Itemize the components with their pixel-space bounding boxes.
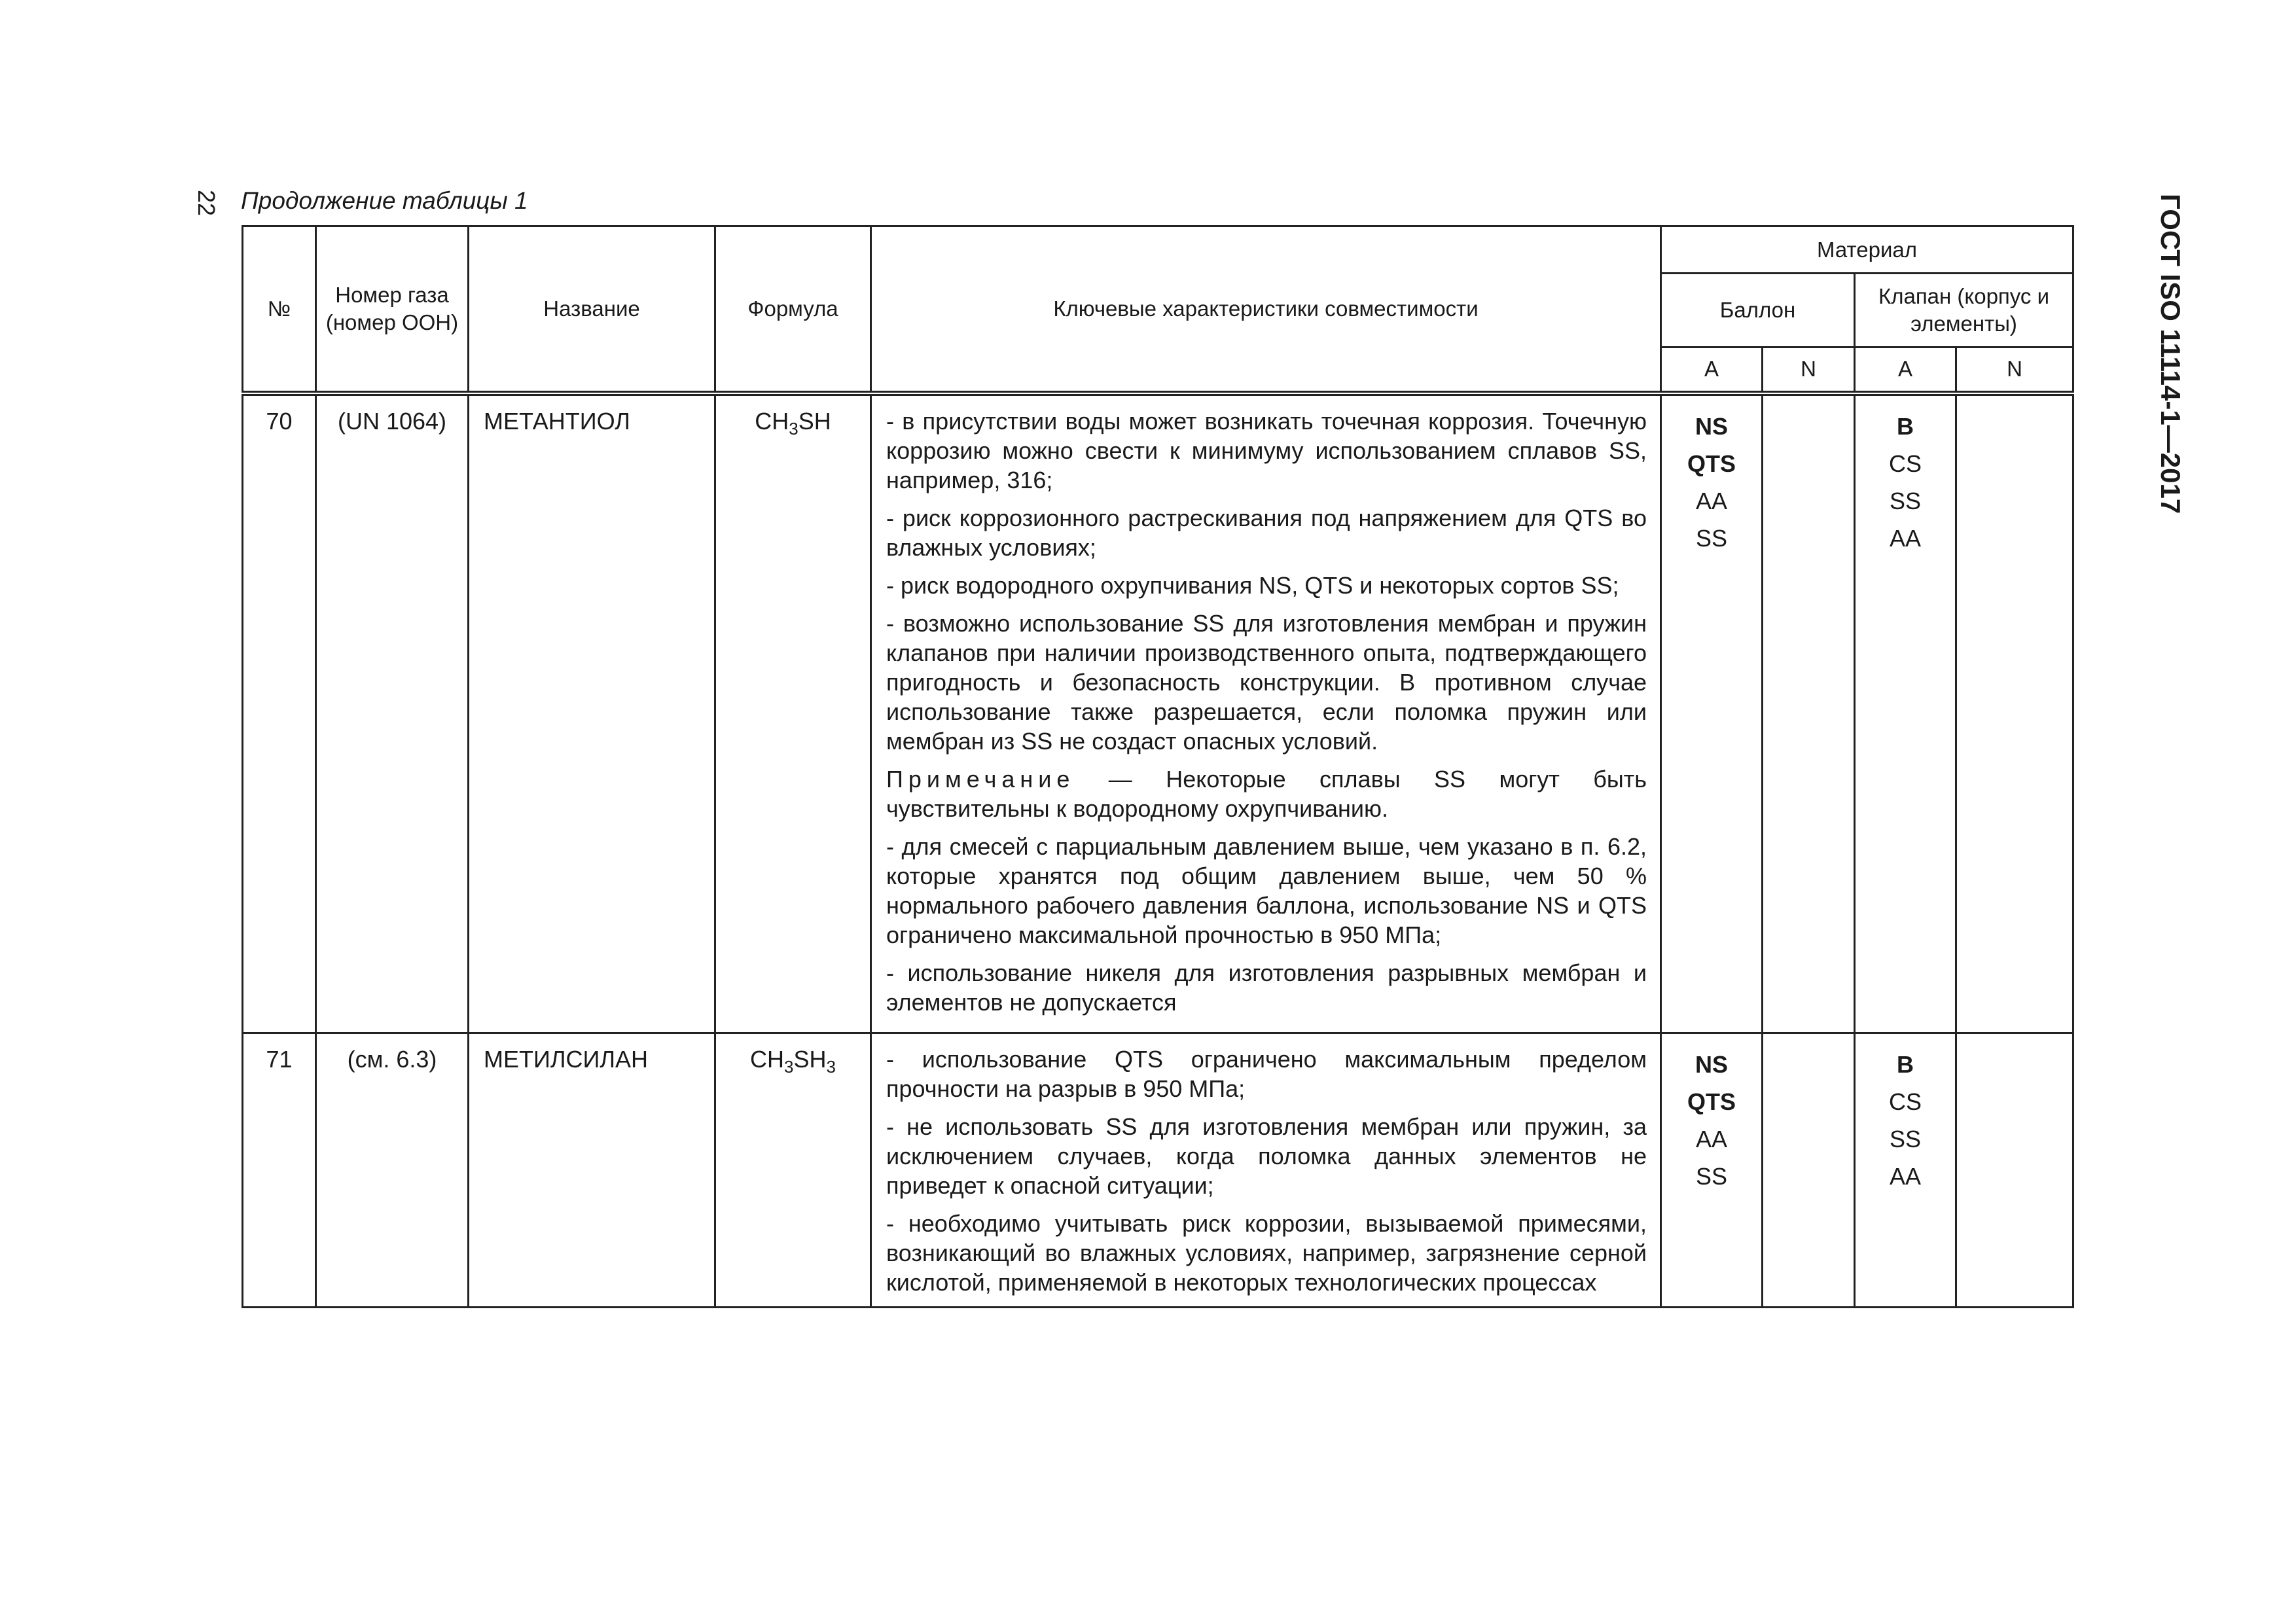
material-code: QTS bbox=[1687, 450, 1736, 477]
table-row bbox=[243, 393, 2073, 1033]
material-code: NS bbox=[1695, 412, 1728, 440]
row-characteristics bbox=[871, 393, 1661, 1033]
material-code: QTS bbox=[1687, 1088, 1736, 1115]
characteristic-note bbox=[886, 764, 1647, 823]
material-code: CS bbox=[1888, 1088, 1922, 1115]
material-code: CS bbox=[1888, 450, 1922, 477]
characteristic-item: - использование никеля для изготовления разрывных мембран и элементов не допускается bbox=[886, 959, 1647, 1016]
table-row bbox=[243, 1033, 2073, 1307]
page-number: 22 bbox=[193, 190, 220, 217]
document-header: ГОСТ ISO 11114-1—2017 bbox=[2155, 194, 2186, 514]
characteristic-item: - для смесей с парциальным давлением выше, чем указано в п. 6.2, которые хранятся под общим давлением выше, чем 50 % нормального рабочего давления баллона, использование NS и QTS ограничено максимальной прочностью в 950 МПа; bbox=[886, 832, 1647, 948]
cylinder-a-materials bbox=[1661, 393, 1763, 1033]
material-code: AA bbox=[1889, 524, 1922, 552]
header-gas-number: Номер газа (номер ООН) bbox=[316, 226, 469, 393]
material-code: AA bbox=[1695, 1125, 1728, 1152]
row-gas-number: (UN 1064) bbox=[316, 393, 469, 1033]
material-code: SS bbox=[1889, 1125, 1922, 1152]
header-cylinder-n: N bbox=[1763, 348, 1855, 393]
characteristic-item: - возможно использование SS для изготовления мембран и пружин клапанов при наличии производственного опыта, подтверждающего пригодность и безопасность конструкции. В противном случае использование также разрешается, если поломка пружин или мембран из SS не создаст опасных условий. bbox=[886, 609, 1647, 755]
header-material: Материал bbox=[1661, 226, 2073, 274]
material-code: NS bbox=[1695, 1050, 1728, 1078]
cylinder-n-materials bbox=[1763, 393, 1855, 1033]
header-number: № bbox=[243, 226, 316, 393]
cylinder-n-materials bbox=[1763, 1033, 1855, 1307]
material-code: SS bbox=[1889, 487, 1922, 514]
header-name: Название bbox=[469, 226, 715, 393]
row-number: 71 bbox=[243, 1033, 316, 1307]
material-code: B bbox=[1897, 1050, 1914, 1078]
valve-n-materials bbox=[1956, 393, 2073, 1033]
note-label: Примечание bbox=[886, 765, 1075, 793]
compatibility-table bbox=[242, 225, 2074, 1308]
characteristic-item: - риск водородного охрупчивания NS, QTS и некоторых сортов SS; bbox=[886, 571, 1619, 599]
cylinder-a-materials bbox=[1661, 1033, 1763, 1307]
characteristic-item: - использование QTS ограничено максимальным пределом прочности на разрыв в 950 МПа; bbox=[886, 1045, 1647, 1102]
row-name: МЕТИЛСИЛАН bbox=[469, 1033, 715, 1307]
header-key-characteristics: Ключевые характеристики совместимости bbox=[871, 226, 1661, 393]
valve-n-materials bbox=[1956, 1033, 2073, 1307]
note-text: — Некоторые сплавы SS могут быть чувствительны к водородному охрупчиванию. bbox=[886, 765, 1647, 822]
table-caption: Продолжение таблицы 1 bbox=[241, 187, 528, 214]
row-characteristics bbox=[871, 1033, 1661, 1307]
row-number: 70 bbox=[243, 393, 316, 1033]
characteristic-item: - в присутствии воды может возникать точечная коррозия. Точечную коррозию можно свести к минимуму использованием сплавов SS, например, 316; bbox=[886, 407, 1647, 493]
header-valve: Клапан (корпус и элементы) bbox=[1855, 274, 2073, 348]
valve-a-materials bbox=[1855, 393, 1956, 1033]
row-gas-number: (см. 6.3) bbox=[316, 1033, 469, 1307]
material-code: SS bbox=[1695, 524, 1728, 552]
header-formula: Формула bbox=[715, 226, 871, 393]
material-code: SS bbox=[1695, 1162, 1728, 1190]
material-code: AA bbox=[1695, 487, 1728, 514]
valve-a-materials bbox=[1855, 1033, 1956, 1307]
characteristic-item: - не использовать SS для изготовления мембран или пружин, за исключением случаев, когда поломка данных элементов не приведет к опасной ситуации; bbox=[886, 1113, 1647, 1199]
header-valve-a: A bbox=[1855, 348, 1956, 393]
characteristic-item: - необходимо учитывать риск коррозии, вызываемой примесями, возникающий во влажных условиях, например, загрязнение серной кислотой, применяемой в некоторых технологических процессах bbox=[886, 1209, 1647, 1296]
material-code: B bbox=[1897, 412, 1914, 440]
header-cylinder: Баллон bbox=[1661, 274, 1855, 348]
material-code: AA bbox=[1889, 1162, 1922, 1190]
row-formula: $CH_3SH_3$ bbox=[715, 1033, 871, 1307]
header-cylinder-a: A bbox=[1661, 348, 1763, 393]
characteristic-item: - риск коррозионного растрескивания под напряжением для QTS во влажных условиях; bbox=[886, 504, 1647, 561]
header-valve-n: N bbox=[1956, 348, 2073, 393]
row-name: МЕТАНТИОЛ bbox=[469, 393, 715, 1033]
row-formula: $CH_3SH$ bbox=[715, 393, 871, 1033]
